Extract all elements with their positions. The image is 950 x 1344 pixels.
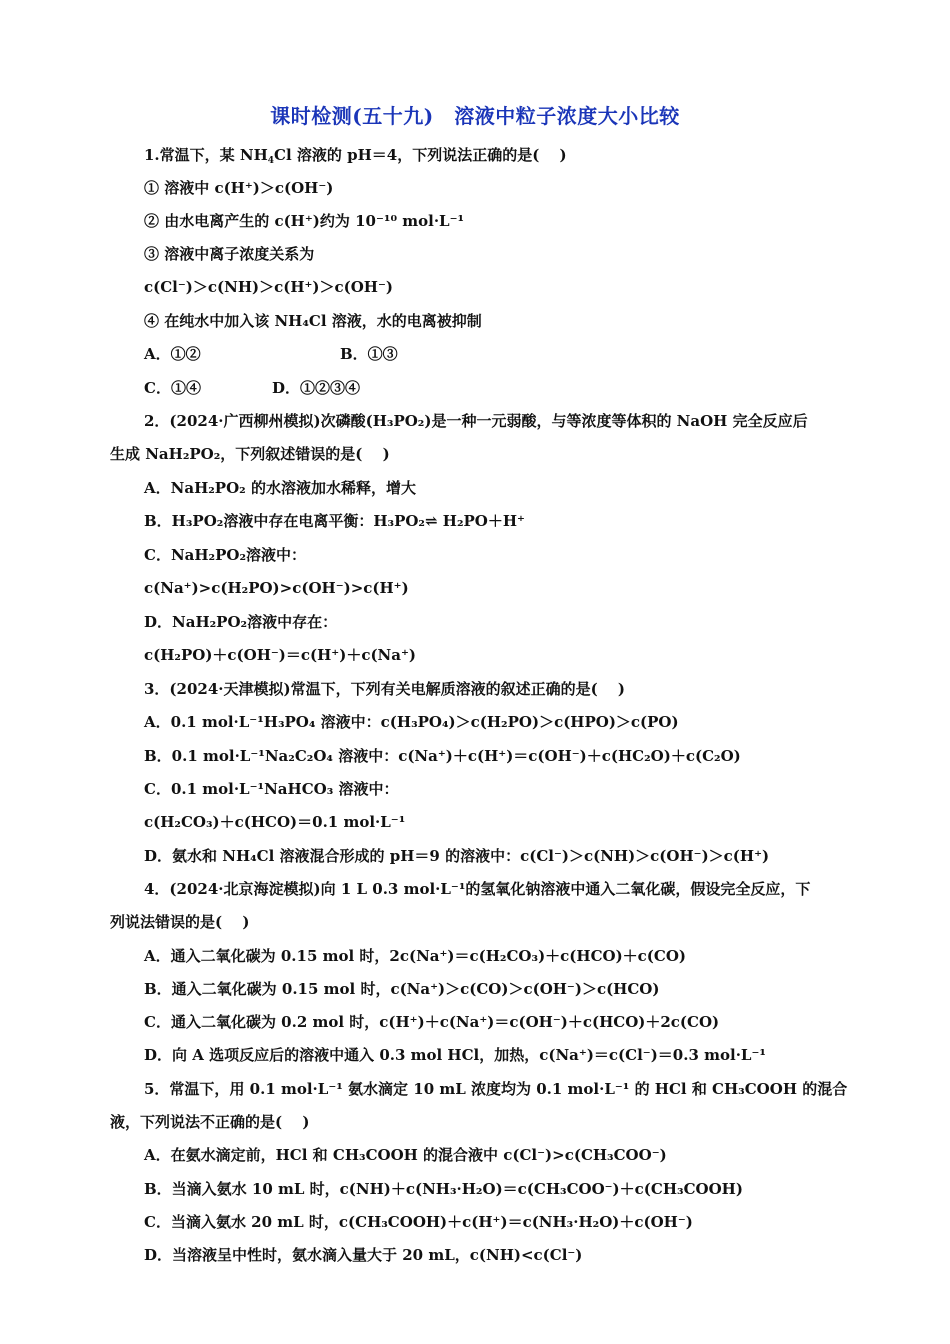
q1-statement-2: ② 由水电离产生的 c(H⁺)约为 10⁻¹⁰ mol·L⁻¹ bbox=[144, 212, 465, 230]
q1-statement-3: ③ 溶液中离子浓度关系为 bbox=[144, 245, 315, 263]
q1-statement-1: ① 溶液中 c(H⁺)＞c(OH⁻) bbox=[144, 179, 334, 197]
q5-option-c: C．当滴入氨水 20 mL 时，c(CH₃COOH)＋c(H⁺)＝c(NH₃·H₂O)＋c(OH⁻) bbox=[144, 1213, 693, 1231]
q4-option-c: C．通入二氧化碳为 0.2 mol 时，c(H⁺)＋c(Na⁺)＝c(OH⁻)＋c(HCO)＋2c(CO) bbox=[144, 1013, 720, 1031]
q5-option-a: A．在氨水滴定前，HCl 和 CH₃COOH 的混合液中 c(Cl⁻)>c(CH₃COO⁻) bbox=[144, 1146, 667, 1164]
q4-option-a: A．通入二氧化碳为 0.15 mol 时，2c(Na⁺)＝c(H₂CO₃)＋c(HCO)＋c(CO) bbox=[144, 947, 687, 965]
q3-option-d: D．氨水和 NH₄Cl 溶液混合形成的 pH＝9 的溶液中：c(Cl⁻)＞c(NH)＞c(OH⁻)＞c(H⁺) bbox=[144, 847, 770, 865]
q3-option-c-relation: c(H₂CO₃)＋c(HCO)＝0.1 mol·L⁻¹ bbox=[144, 813, 406, 831]
q1-option-a: A．①② bbox=[144, 345, 201, 363]
q1-option-b: B．①③ bbox=[340, 345, 398, 363]
q1-option-d: D．①②③④ bbox=[272, 379, 361, 397]
q4-stem-line2: 列说法错误的是( ) bbox=[110, 913, 250, 931]
q2-option-d: D．NaH₂PO₂溶液中存在： bbox=[144, 613, 338, 631]
q1-option-c: C．①④ bbox=[144, 379, 201, 397]
q3-option-b: B．0.1 mol·L⁻¹Na₂C₂O₄ 溶液中：c(Na⁺)＋c(H⁺)＝c(OH⁻)＋c(HC₂O)＋c(C₂O) bbox=[144, 747, 741, 765]
q5-stem-line1: 5．常温下，用 0.1 mol·L⁻¹ 氨水滴定 10 mL 浓度均为 0.1 mol·L⁻¹ 的 HCl 和 CH₃COOH 的混合 bbox=[144, 1080, 848, 1098]
q3-stem: 3．(2024·天津模拟)常温下，下列有关电解质溶液的叙述正确的是( ) bbox=[144, 680, 626, 698]
q3-option-a: A．0.1 mol·L⁻¹H₃PO₄ 溶液中：c(H₃PO₄)＞c(H₂PO)＞c(HPO)＞c(PO) bbox=[144, 713, 679, 731]
q3-option-c: C．0.1 mol·L⁻¹NaHCO₃ 溶液中： bbox=[144, 780, 399, 798]
q2-stem-line1: 2．(2024·广西柳州模拟)次磷酸(H₃PO₂)是一种一元弱酸，与等浓度等体积的 NaOH 完全反应后 bbox=[144, 412, 808, 430]
q4-option-b: B．通入二氧化碳为 0.15 mol 时，c(Na⁺)＞c(CO)＞c(OH⁻)＞c(HCO) bbox=[144, 980, 660, 998]
q2-option-b: B．H₃PO₂溶液中存在电离平衡：H₃PO₂⇌ H₂PO＋H⁺ bbox=[144, 512, 525, 530]
q1-statement-3-relation: c(Cl⁻)＞c(NH)＞c(H⁺)＞c(OH⁻) bbox=[144, 278, 393, 296]
page-title: 课时检测(五十九) 溶液中粒子浓度大小比较 bbox=[270, 104, 680, 128]
q4-stem-line1: 4．(2024·北京海淀模拟)向 1 L 0.3 mol·L⁻¹的氢氧化钠溶液中通入二氧化碳，假设完全反应，下 bbox=[144, 880, 811, 898]
q2-option-c: C．NaH₂PO₂溶液中： bbox=[144, 546, 307, 564]
q5-option-d: D．当溶液呈中性时，氨水滴入量大于 20 mL，c(NH)<c(Cl⁻) bbox=[144, 1246, 583, 1264]
q2-option-d-relation: c(H₂PO)＋c(OH⁻)＝c(H⁺)＋c(Na⁺) bbox=[144, 646, 416, 664]
q2-option-a: A．NaH₂PO₂ 的水溶液加水稀释，增大 bbox=[144, 479, 416, 497]
q2-option-c-relation: c(Na⁺)>c(H₂PO)>c(OH⁻)>c(H⁺) bbox=[144, 579, 409, 597]
q4-option-d: D．向 A 选项反应后的溶液中通入 0.3 mol HCl，加热，c(Na⁺)＝c(Cl⁻)＝0.3 mol·L⁻¹ bbox=[144, 1046, 766, 1064]
q1-stem: 1.常温下，某 $NH_4Cl$ 溶液的 pH＝4，下列说法正确的是( ) bbox=[144, 146, 567, 166]
q5-stem-line2: 液，下列说法不正确的是( ) bbox=[110, 1113, 310, 1131]
q2-stem-line2: 生成 NaH₂PO₂，下列叙述错误的是( ) bbox=[110, 445, 390, 463]
q1-statement-4: ④ 在纯水中加入该 NH₄Cl 溶液，水的电离被抑制 bbox=[144, 312, 482, 330]
q5-option-b: B．当滴入氨水 10 mL 时，c(NH)＋c(NH₃·H₂O)＝c(CH₃COO⁻)＋c(CH₃COOH) bbox=[144, 1180, 743, 1198]
